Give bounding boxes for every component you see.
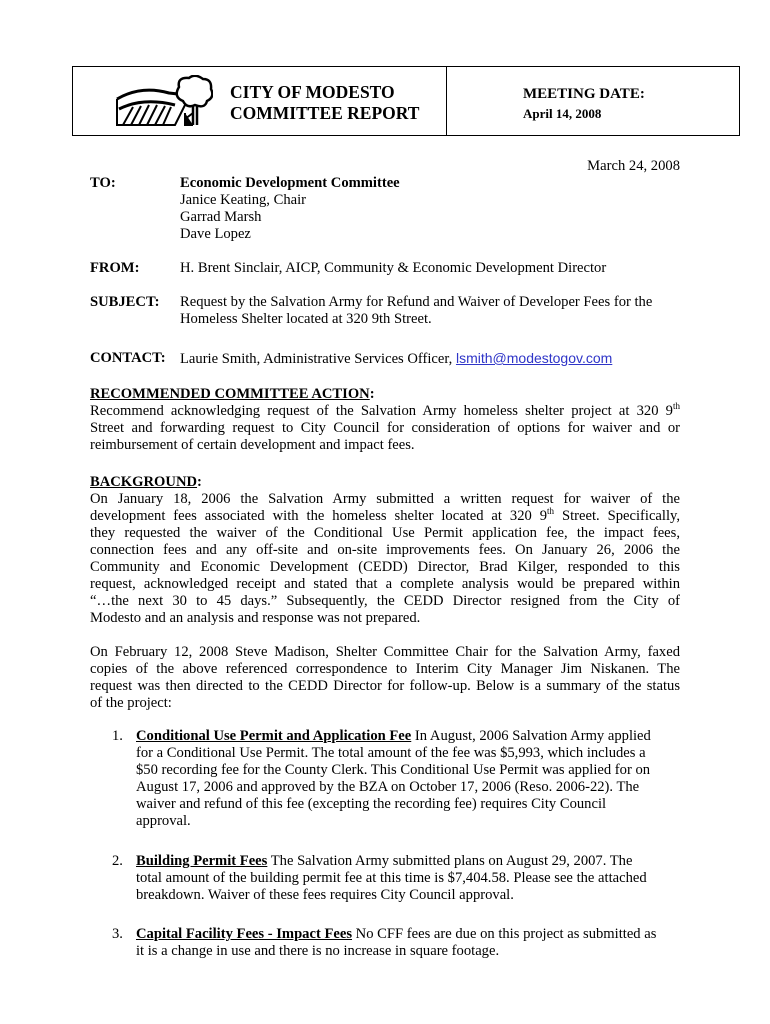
background-line-text: development fees associated with the homeless shelter located at 320 9 — [90, 508, 548, 524]
list-item-text: No CFF fees are due on this project as submitted as — [352, 926, 657, 942]
superscript: th — [547, 506, 555, 516]
recommended-heading-text: RECOMMENDED COMMITTEE ACTION — [90, 386, 370, 402]
from-value: H. Brent Sinclair, AICP, Community & Economic Development Director — [180, 260, 607, 276]
background-line: copies of the above referenced correspondence to Interim City Manager Jim Niskanen. The — [90, 661, 680, 677]
meeting-date-value: April 14, 2008 — [523, 106, 602, 121]
org-line-2: COMMITTEE REPORT — [230, 103, 420, 123]
subject-line: Homeless Shelter located at 320 9th Street. — [180, 311, 432, 327]
background-line: Modesto and an analysis and response was not prepared. — [90, 610, 421, 626]
background-line: of the project: — [90, 695, 172, 711]
list-item-line: total amount of the building permit fee at this time is $7,404.58. Please see the attached — [136, 870, 647, 886]
meeting-date-label: MEETING DATE: — [523, 86, 645, 102]
contact-label: CONTACT: — [90, 350, 166, 366]
background-line — [90, 508, 680, 525]
list-item-line — [136, 926, 684, 943]
list-item-line: August 17, 2006 and approved by the BZA on October 17, 2006 (Reso. 2006-22). The — [136, 779, 640, 795]
background-heading: BACKGROUND: — [90, 474, 202, 490]
contact-value — [180, 350, 612, 368]
to-line: Economic Development Committee — [180, 175, 400, 191]
to-recipients — [180, 175, 400, 243]
to-line: Janice Keating, Chair — [180, 192, 307, 208]
background-line: request was then directed to the CEDD Director for follow-up. Below is a summary of the status — [90, 678, 680, 694]
list-item-title: Building Permit Fees — [136, 853, 268, 869]
list-item-body — [136, 728, 684, 830]
contact-name: Laurie Smith, Administrative Services Officer, — [180, 351, 453, 367]
background-line-tail: Street. Specifically, — [554, 508, 681, 524]
meeting-info — [523, 84, 645, 124]
list-item-line — [136, 728, 684, 745]
recommended-line-text: Recommend acknowledging request of the Salvation Army homeless shelter project at 320 9 — [90, 403, 673, 419]
list-item-number: 1. — [112, 728, 123, 744]
background-section — [90, 474, 680, 627]
list-item-line: waiver and refund of this fee (excepting the recording fee) requires City Council — [136, 796, 607, 812]
list-item-title: Conditional Use Permit and Application Fee — [136, 728, 412, 744]
list-item-line: it is a change in use and there is no increase in square footage. — [136, 943, 500, 959]
background-line: they requested the waiver of the Conditional Use Permit application fee, the impact fees, — [90, 525, 680, 541]
background-heading-text: BACKGROUND — [90, 474, 198, 490]
subject-line: Request by the Salvation Army for Refund and Waiver of Developer Fees for the — [180, 294, 653, 310]
recommended-heading: RECOMMENDED COMMITTEE ACTION: — [90, 386, 375, 402]
city-of-modesto-logo-icon — [113, 75, 213, 129]
list-item-title: Capital Facility Fees - Impact Fees — [136, 926, 353, 942]
background-line: On February 12, 2008 Steve Madison, Shelter Committee Chair for the Salvation Army, faxed — [90, 644, 680, 660]
list-item-line — [136, 853, 684, 870]
background-line: “…the next 30 to 45 days.” Subsequently, the CEDD Director resigned from the City of — [90, 593, 680, 609]
recommended-line: Street and forwarding request to City Council for consideration of options for waiver and or — [90, 420, 680, 436]
list-item-line: for a Conditional Use Permit. The total amount of the fee was $5,993, which includes a — [136, 745, 646, 761]
list-item-body — [136, 853, 684, 904]
recommended-action-section — [90, 386, 680, 454]
list-item-body — [136, 926, 684, 960]
to-line: Dave Lopez — [180, 226, 251, 242]
list-item-number: 3. — [112, 926, 123, 942]
list-item-line: approval. — [136, 813, 191, 829]
subject-value — [180, 294, 652, 328]
report-header — [72, 66, 740, 136]
contact-email-link[interactable]: lsmith@modestogov.com — [455, 350, 613, 366]
subject-label: SUBJECT: — [90, 294, 160, 310]
background-line: Community and Economic Development (CEDD) Director, Brad Kilger, responded to this — [90, 559, 680, 575]
org-title — [230, 82, 419, 124]
list-item-number: 2. — [112, 853, 123, 869]
list-item-line: $50 recording fee for the County Clerk. This Conditional Use Permit was applied for on — [136, 762, 651, 778]
org-line-1: CITY OF MODESTO — [230, 82, 395, 102]
recommended-line: reimbursement of certain development and impact fees. — [90, 437, 415, 453]
list-item-line: breakdown. Waiver of these fees requires City Council approval. — [136, 887, 514, 903]
to-label: TO: — [90, 175, 116, 191]
to-line: Garrad Marsh — [180, 209, 262, 225]
background-line: On January 18, 2006 the Salvation Army submitted a written request for waiver of the — [90, 491, 680, 507]
list-item-text: In August, 2006 Salvation Army applied — [411, 728, 651, 744]
superscript: th — [672, 401, 680, 411]
report-date: March 24, 2008 — [587, 158, 680, 174]
from-label: FROM: — [90, 260, 140, 276]
recommended-line — [90, 403, 680, 420]
list-item-text: The Salvation Army submitted plans on August 29, 2007. The — [267, 853, 633, 869]
background-line: connection fees and any off-site and on-site improvements fees. On January 26, 2006 the — [90, 542, 680, 558]
background-line: request, acknowledged receipt and stated that a complete analysis would be prepared within — [90, 576, 680, 592]
header-divider — [446, 67, 447, 135]
background-paragraph-2 — [90, 644, 680, 712]
